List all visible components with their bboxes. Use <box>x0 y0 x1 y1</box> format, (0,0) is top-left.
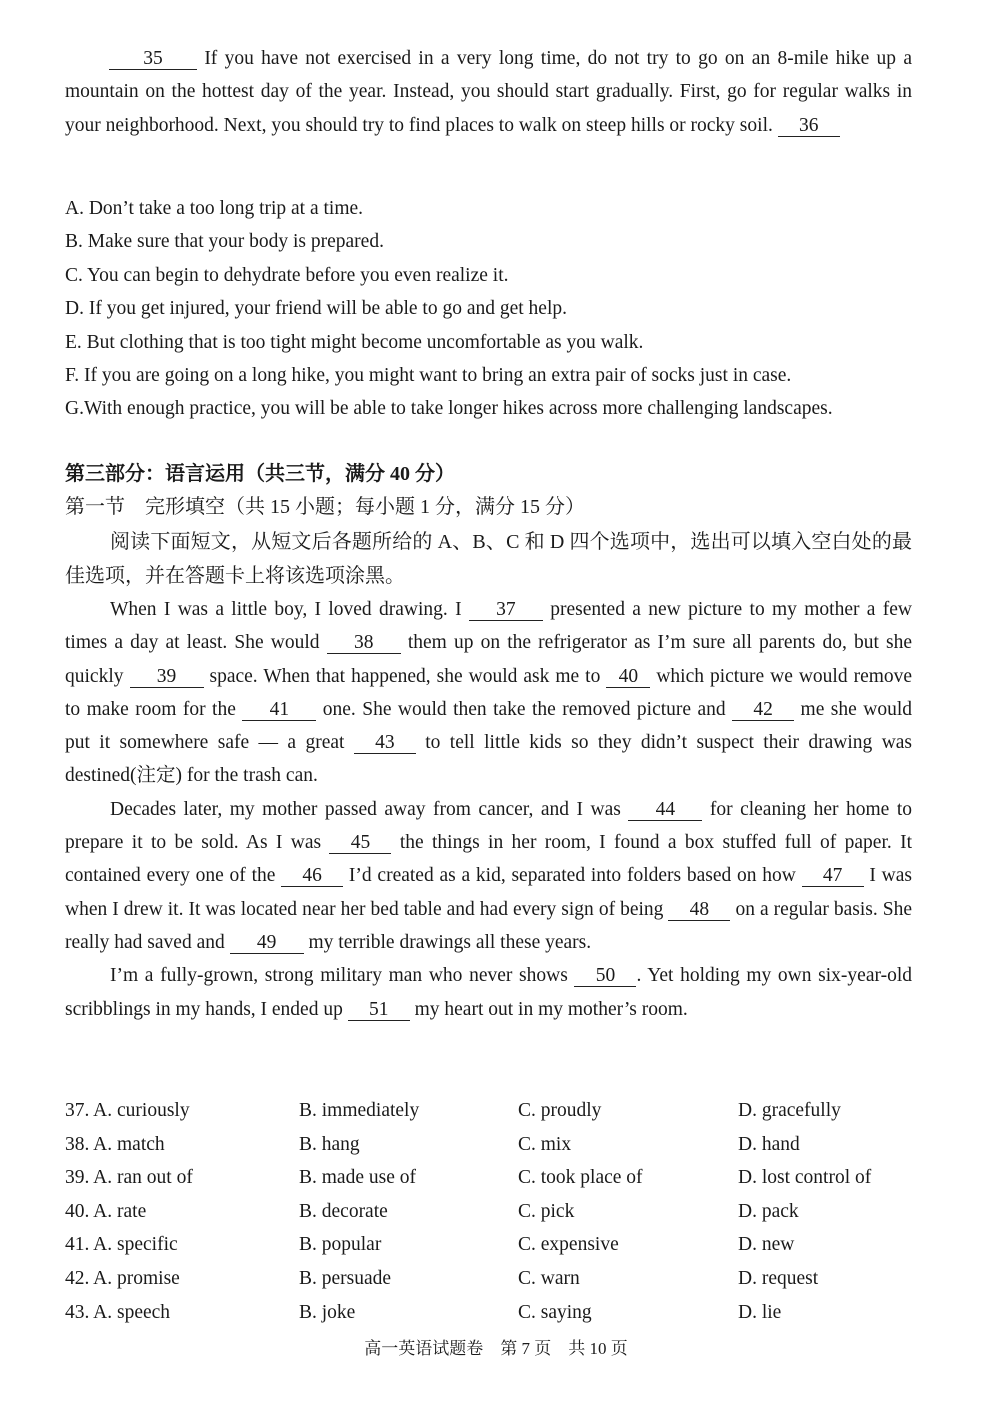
cloze-paragraph-3 <box>65 959 912 1026</box>
choice-a: 38. A. match <box>65 1133 165 1155</box>
reading-options <box>65 192 912 426</box>
text: presented a new picture to my mother a few times a day at least. She would <box>65 599 913 654</box>
part-heading: 第三部分：语言运用（共三节，满分 40 分） <box>65 463 455 485</box>
choice-b: B. hang <box>299 1133 360 1155</box>
choice-a: 41. A. specific <box>65 1234 178 1256</box>
page-footer: 高一英语试题卷 第 7 页 共 10 页 <box>364 1339 628 1358</box>
blank-37: 37 <box>469 599 543 621</box>
question-row-40 <box>65 1195 912 1229</box>
question-row-43 <box>65 1296 912 1330</box>
question-row-39 <box>65 1161 912 1195</box>
text: for cleaning her home to prepare it to be sold. As I was <box>65 798 912 854</box>
blank-42: 42 <box>732 699 794 721</box>
part3-header <box>65 458 912 593</box>
text: When I was a little boy, I loved drawing. I <box>110 599 462 620</box>
choice-a: 40. A. rate <box>65 1200 147 1222</box>
option-d: D. If you get injured, your friend will be able to go and get help. <box>65 298 567 320</box>
choice-b: B. decorate <box>299 1200 388 1222</box>
blank-40: 40 <box>606 666 650 688</box>
question-row-37 <box>65 1094 912 1128</box>
choice-c: C. expensive <box>518 1234 619 1256</box>
text: I’m a fully-grown, strong military man who never shows <box>110 965 568 987</box>
blank-46: 46 <box>281 865 343 887</box>
choice-c: C. proudly <box>518 1100 602 1121</box>
blank-49: 49 <box>230 932 304 954</box>
blank-47: 47 <box>802 865 864 887</box>
blank-41: 41 <box>242 699 316 721</box>
choice-a: 39. A. ran out of <box>65 1167 193 1189</box>
text: space. When that happened, she would ask me to <box>209 665 601 687</box>
text: I’d created as a kid, separated into folders based on how <box>348 865 796 887</box>
choice-c: C. took place of <box>518 1167 643 1189</box>
choice-d: D. request <box>738 1267 819 1289</box>
text: one. She would then take the removed picture and <box>322 698 726 720</box>
blank-45: 45 <box>329 832 391 854</box>
question-options <box>65 1094 912 1329</box>
choice-a: 42. A. promise <box>65 1267 180 1289</box>
text: the things in her room, I found a box stuffed full of paper. It contained every one of the <box>65 832 912 887</box>
blank-50: 50 <box>574 965 636 987</box>
blank-44: 44 <box>628 799 702 821</box>
text: . Yet holding my own six-year-old scribblings in my hands, I ended up <box>65 965 912 1020</box>
text: I was when I drew it. It was located near her bed table and had every sign of being <box>65 865 912 920</box>
option-g: G.With enough practice, you will be able to take longer hikes across more challenging landscapes. <box>65 398 833 420</box>
option-b: B. Make sure that your body is prepared. <box>65 231 384 253</box>
choice-c: C. saying <box>518 1301 592 1323</box>
cloze-passage <box>65 593 912 1026</box>
choice-c: C. warn <box>518 1267 580 1289</box>
passage-text: If you have not exercised in a very long time, do not try to go on an 8-mile hike up a mountain on the hottest day of the year. Instead, you should start gradually. First, go for regular walks in your neighborhood. Next, you should try to find places to walk on steep hills or rocky soil. <box>65 48 912 136</box>
instructions: 阅读下面短文，从短文后各题所给的 A、B、C 和 D 四个选项中，选出可以填入空白处的最佳选项，并在答题卡上将该选项涂黑。 <box>65 531 912 587</box>
option-c: C. You can begin to dehydrate before you even realize it. <box>65 264 509 286</box>
section-heading: 第一节 完形填空（共 15 小题；每小题 1 分，满分 15 分） <box>65 496 585 518</box>
choice-c: C. pick <box>518 1200 575 1222</box>
text: my terrible drawings all these years. <box>308 931 592 953</box>
question-row-41 <box>65 1228 912 1262</box>
choice-b: B. popular <box>299 1234 382 1256</box>
text: Decades later, my mother passed away from cancer, and I was <box>110 798 621 820</box>
choice-d: D. lie <box>738 1301 782 1323</box>
cloze-paragraph-1 <box>65 593 912 793</box>
blank-51: 51 <box>348 999 410 1021</box>
blank-43: 43 <box>354 732 416 754</box>
choice-d: D. lost control of <box>738 1167 872 1189</box>
reading-passage <box>65 42 912 142</box>
choice-a: 43. A. speech <box>65 1301 171 1323</box>
text: on a regular basis. She really had saved and <box>65 898 912 953</box>
blank-48: 48 <box>668 899 730 921</box>
question-row-38 <box>65 1128 912 1162</box>
choice-b: B. immediately <box>299 1100 420 1121</box>
blank-38: 38 <box>327 632 401 654</box>
choice-d: D. new <box>738 1234 795 1256</box>
option-a: A. Don’t take a too long trip at a time. <box>65 198 364 219</box>
text: them up on the refrigerator as I’m sure all parents do, but she quickly <box>65 632 912 687</box>
text: to tell little kids so they didn’t suspect their drawing was destined(注定) for the trash can. <box>65 732 913 787</box>
choice-b: B. persuade <box>299 1267 392 1289</box>
blank-36: 36 <box>778 115 840 137</box>
option-f: F. If you are going on a long hike, you might want to bring an extra pair of socks just in case. <box>65 365 792 387</box>
option-e: E. But clothing that is too tight might become uncomfortable as you walk. <box>65 331 644 353</box>
question-row-42 <box>65 1262 912 1296</box>
choice-a: 37. A. curiously <box>65 1100 190 1121</box>
text: my heart out in my mother’s room. <box>414 998 688 1020</box>
text: which picture we would remove to make room for the <box>65 665 913 720</box>
choice-b: B. joke <box>299 1301 356 1323</box>
choice-d: D. hand <box>738 1133 800 1155</box>
choice-d: D. gracefully <box>738 1100 841 1121</box>
choice-b: B. made use of <box>299 1167 416 1189</box>
choice-d: D. pack <box>738 1200 799 1222</box>
cloze-paragraph-2 <box>65 793 912 959</box>
text: me she would put it somewhere safe — a great <box>65 698 912 754</box>
choice-c: C. mix <box>518 1133 572 1155</box>
blank-35: 35 <box>109 48 197 70</box>
blank-39: 39 <box>130 666 204 688</box>
